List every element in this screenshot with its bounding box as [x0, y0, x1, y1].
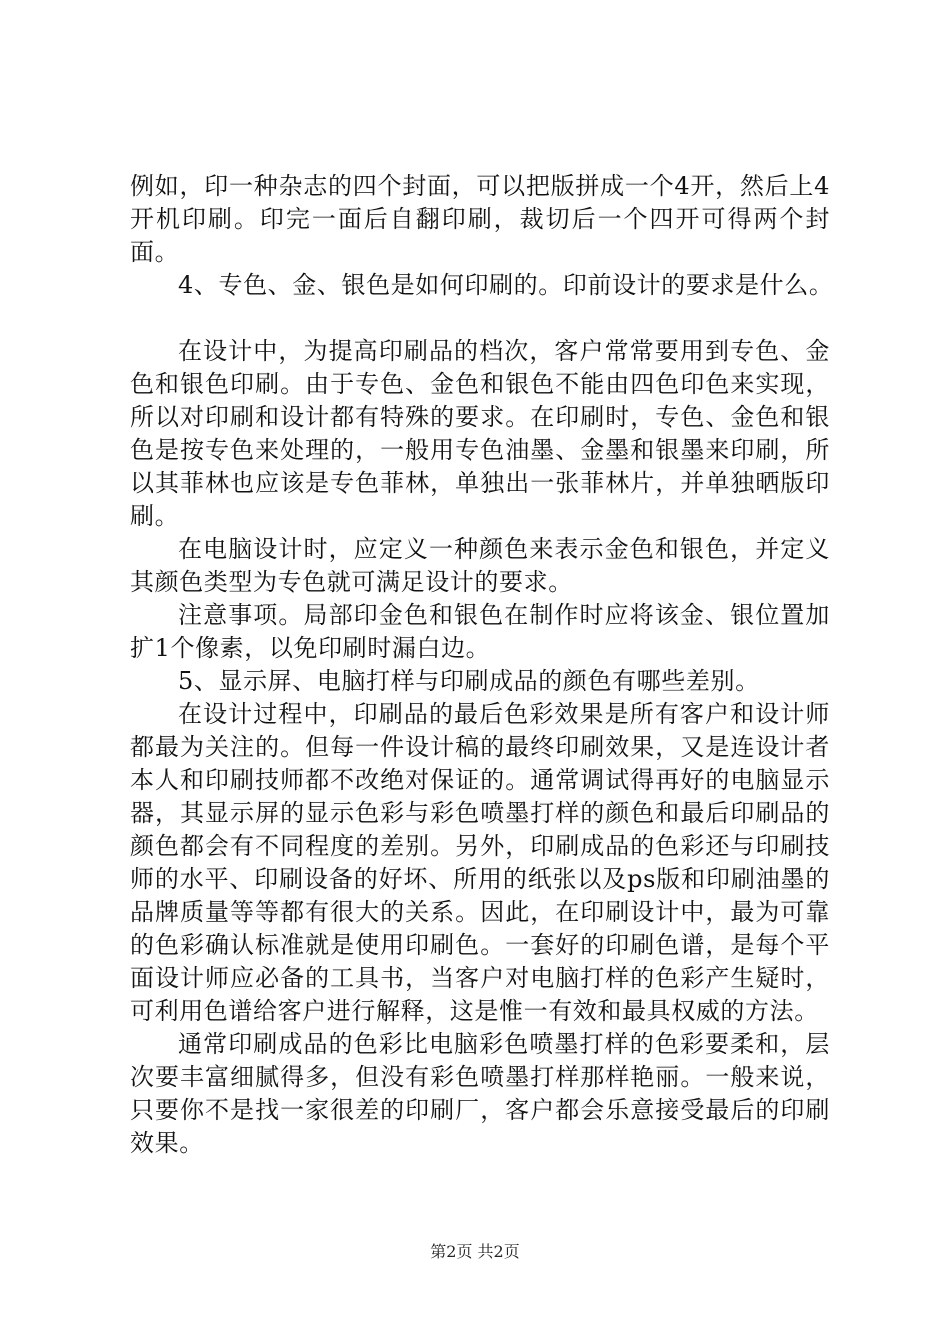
paragraph-spot-color: 在设计中，为提高印刷品的档次，客户常常要用到专色、金色和银色印刷。由于专色、金色和银色不能由四色印色来实现，所以对印刷和设计都有特殊的要求。在印刷时，专色、金色和银色是按专色来处理的，一般用专色油墨、金墨和银墨来印刷，所以其菲林也应该是专色菲林，单独出一张菲林片，并单独晒版印刷。: [130, 337, 830, 530]
section-heading-5: 5、显示屏、电脑打样与印刷成品的颜色有哪些差别。: [178, 667, 760, 695]
document-body: [130, 170, 834, 1160]
blank-line: [130, 302, 830, 335]
paragraph-notes: 注意事项。局部印金色和银色在制作时应将该金、银位置加扩1个像素，以免印刷时漏白边。: [130, 601, 830, 662]
paragraph-color-differences: 在设计过程中，印刷品的最后色彩效果是所有客户和设计师都最为关注的。但每一件设计稿的最终印刷效果，又是连设计者本人和印刷技师都不改绝对保证的。通常调试得再好的电脑显示器，其显示屏的显示色彩与彩色喷墨打样的颜色和最后印刷品的颜色都会有不同程度的差别。另外，印刷成品的色彩还与印刷技师的水平、印刷设备的好坏、所用的纸张以及ps版和印刷油墨的品牌质量等等都有很大的关系。因此，在印刷设计中，最为可靠的色彩确认标准就是使用印刷色。一套好的印刷色谱，是每个平面设计师应必备的工具书，当客户对电脑打样的色彩产生疑时，可利用色谱给客户进行解释，这是惟一有效和最具权威的方法。: [130, 700, 830, 1025]
page-number-footer: 第2页 共2页: [430, 1242, 520, 1261]
paragraph-print-result: 通常印刷成品的色彩比电脑彩色喷墨打样的色彩要柔和，层次要丰富细腻得多，但没有彩色喷墨打样那样艳丽。一般来说，只要你不是找一家很差的印刷厂，客户都会乐意接受最后的印刷效果。: [130, 1030, 830, 1157]
paragraph-computer-design: 在电脑设计时，应定义一种颜色来表示金色和银色，并定义其颜色类型为专色就可满足设计的要求。: [130, 535, 830, 596]
section-heading-4: 4、专色、金、银色是如何印刷的。印前设计的要求是什么。: [178, 271, 834, 299]
paragraph-intro: 例如，印一种杂志的四个封面，可以把版拼成一个4开，然后上4开机印刷。印完一面后自翻印刷，裁切后一个四开可得两个封面。: [130, 172, 830, 266]
